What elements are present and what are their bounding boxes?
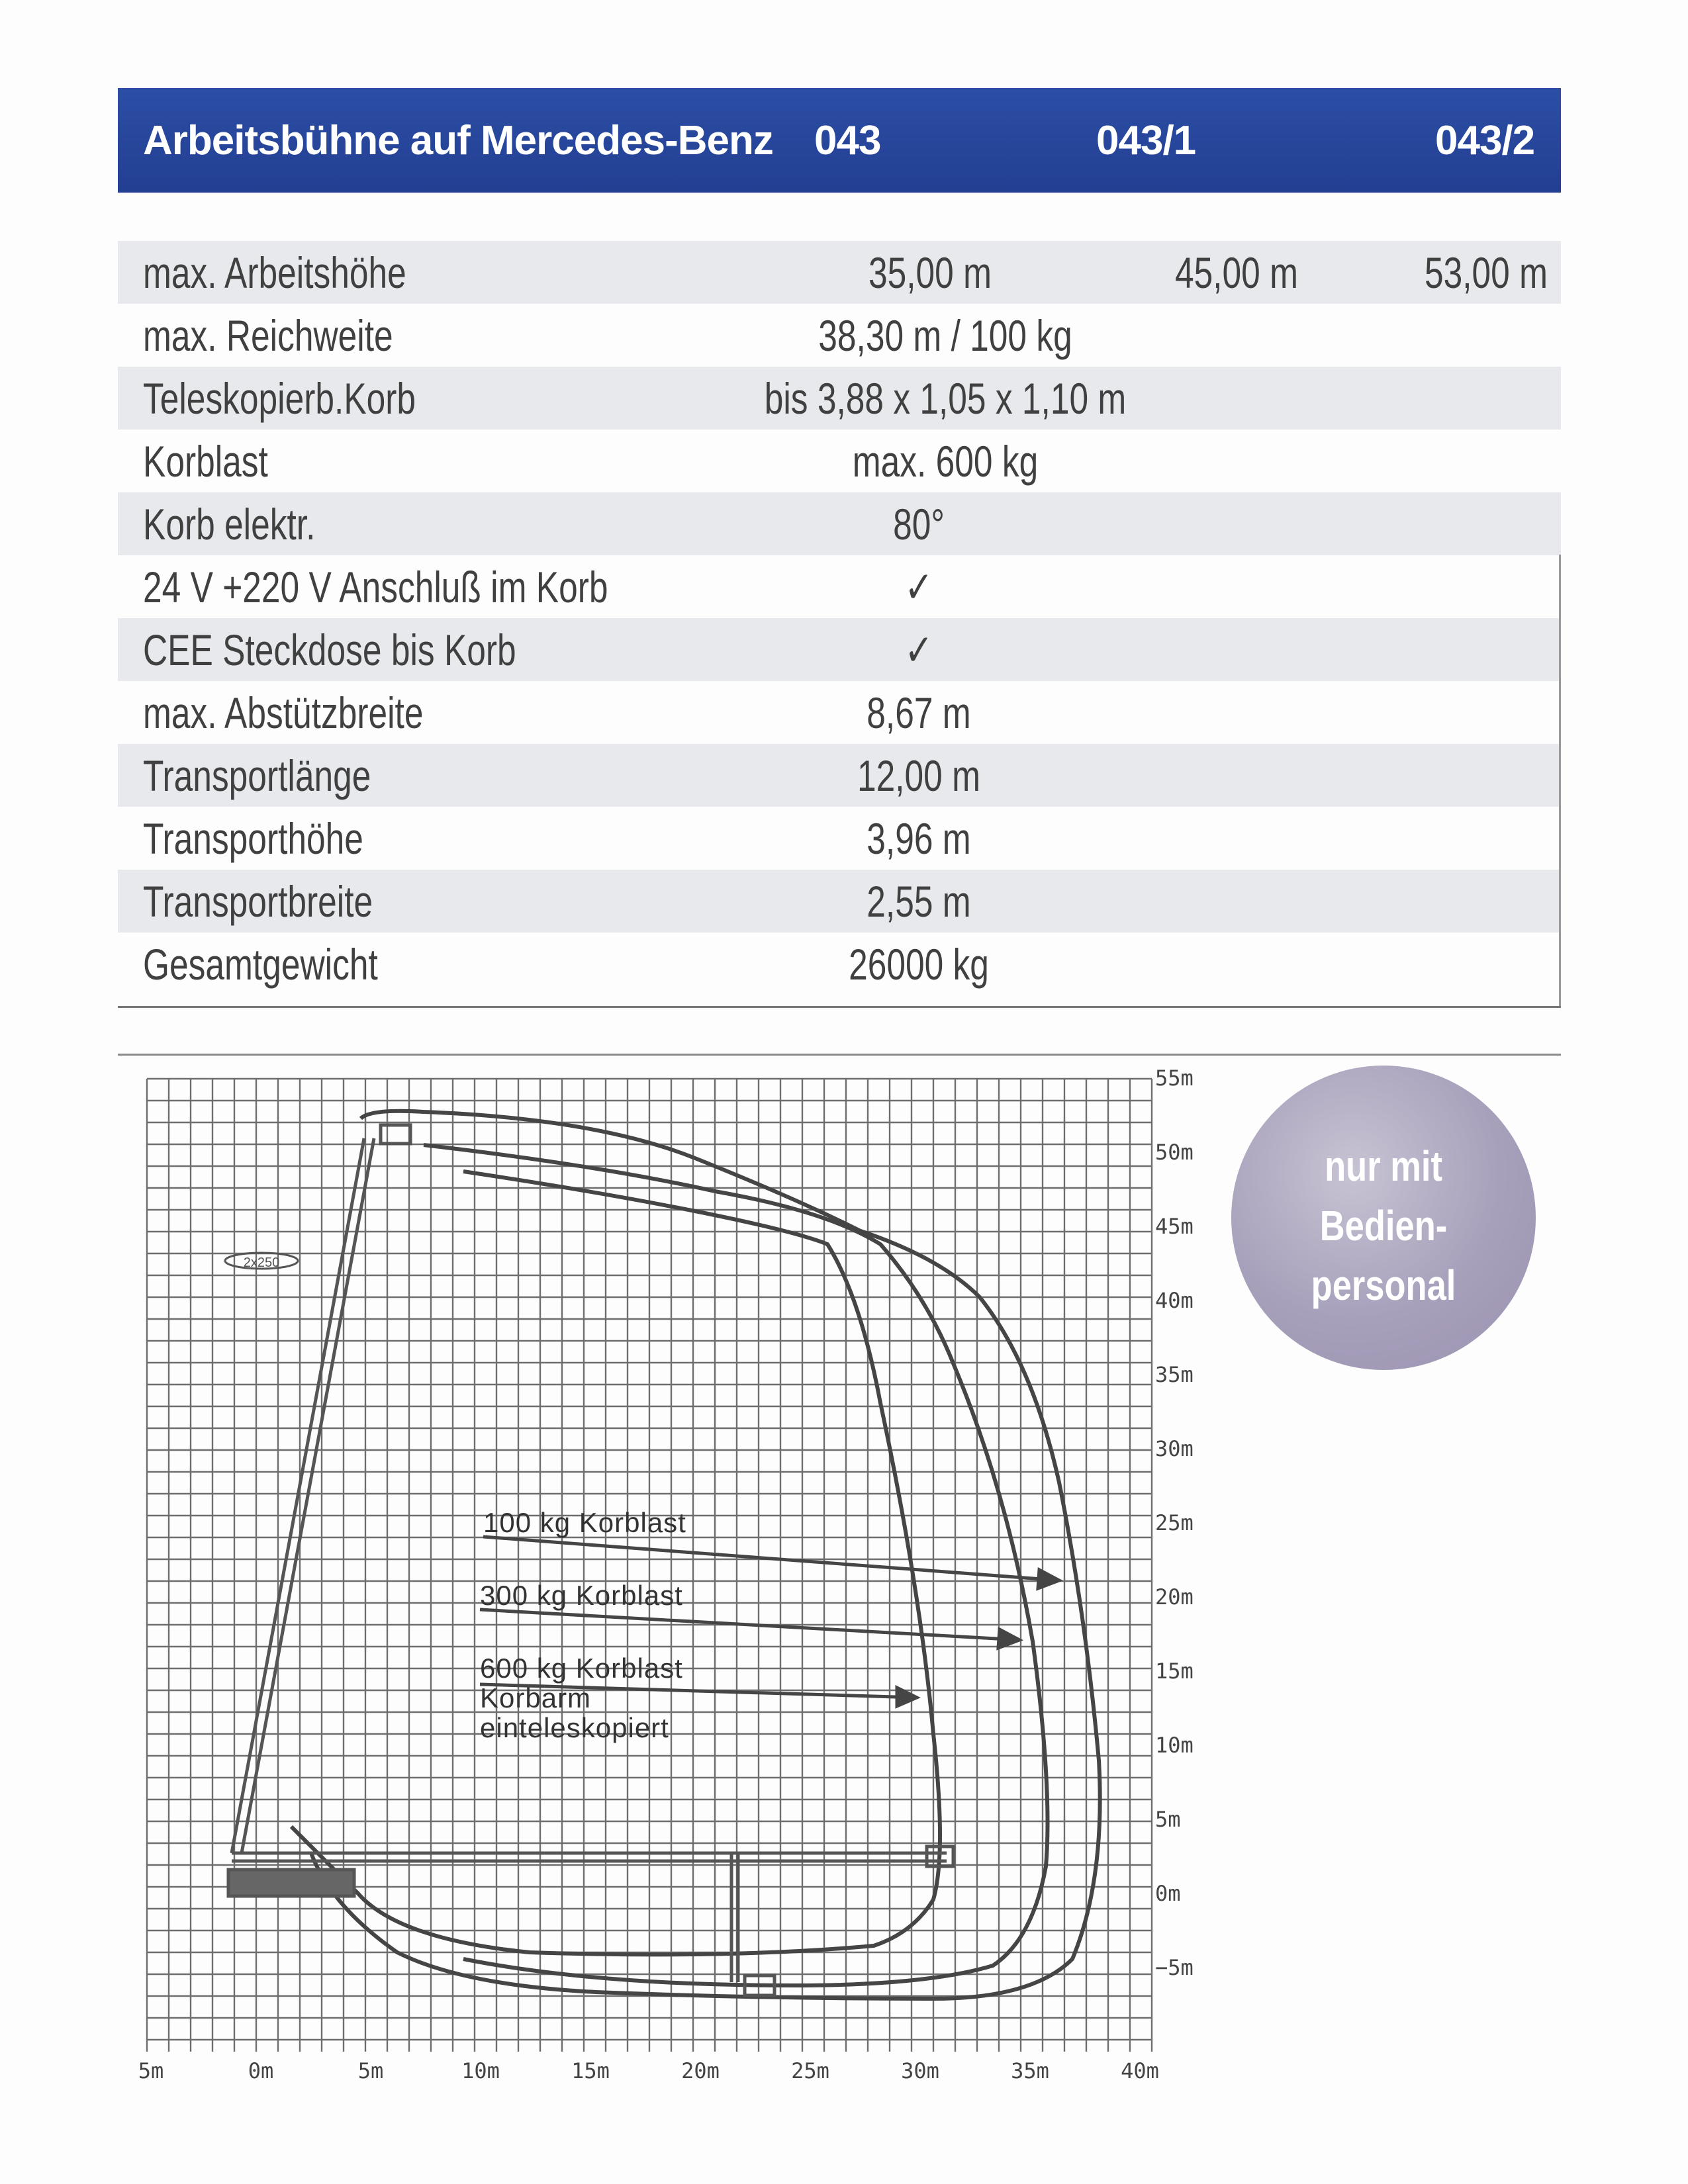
boom-tag: 2x250 [243, 1255, 280, 1270]
spec-value: 12,00 m [857, 751, 981, 800]
spec-value: max. 600 kg [852, 437, 1039, 486]
spec-label: Transporthöhe [143, 814, 363, 863]
spec-label: max. Abstützbreite [143, 688, 424, 737]
y-tick-label: 25m [1155, 1510, 1194, 1535]
spec-value: 8,67 m [867, 688, 971, 737]
spec-label: CEE Steckdose bis Korb [143, 625, 516, 674]
check-icon: ✓ [904, 625, 933, 674]
header-title: Arbeitsbühne auf Mercedes-Benz [143, 118, 773, 163]
y-tick-label: 50m [1155, 1140, 1194, 1165]
header-model-043-1: 043/1 [1096, 118, 1196, 163]
y-tick-label: 45m [1155, 1214, 1194, 1239]
x-tick-label: 15m [571, 2058, 610, 2083]
y-tick-label: 55m [1155, 1066, 1194, 1091]
spec-label: Teleskopierb.Korb [143, 374, 416, 423]
spec-label: 24 V +220 V Anschluß im Korb [143, 563, 608, 612]
header-model-043-2: 043/2 [1435, 118, 1535, 163]
label-300kg: 300 kg Korblast [480, 1580, 683, 1611]
label-korbarm: Korbarm [480, 1682, 592, 1713]
spec-label: Transportbreite [143, 877, 373, 926]
label-einteleskopiert: einteleskopiert [480, 1712, 669, 1743]
x-axis-labels [138, 2058, 1159, 2083]
x-tick-label: 20m [681, 2058, 720, 2083]
y-axis-labels [1155, 1066, 1194, 1980]
y-tick-label: 20m [1155, 1584, 1194, 1610]
y-tick-label: 35m [1155, 1362, 1194, 1387]
y-tick-label: −5m [1155, 1955, 1194, 1980]
x-tick-label: 30m [901, 2058, 939, 2083]
spec-label: max. Arbeitshöhe [143, 248, 406, 297]
spec-value-043-2: 53,00 m [1424, 248, 1548, 297]
spec-value: 2,55 m [867, 877, 971, 926]
badge-line-2: Bedien- [1319, 1202, 1448, 1250]
diagram-grid [147, 1079, 1152, 2052]
x-tick-label: 5m [138, 2058, 164, 2083]
spec-value: 3,96 m [867, 814, 971, 863]
spec-value-043: 35,00 m [868, 248, 992, 297]
x-tick-label: 35m [1011, 2058, 1049, 2083]
y-tick-label: 40m [1155, 1288, 1194, 1313]
x-tick-label: 40m [1121, 2058, 1159, 2083]
y-tick-label: 30m [1155, 1436, 1194, 1461]
spec-label: Gesamtgewicht [143, 940, 378, 989]
y-tick-label: 15m [1155, 1659, 1194, 1684]
spec-value: 80° [893, 500, 945, 549]
operator-only-badge [1231, 1066, 1536, 1370]
x-tick-label: 10m [461, 2058, 500, 2083]
badge-line-3: personal [1311, 1261, 1456, 1309]
x-tick-label: 5m [357, 2058, 384, 2083]
label-100kg: 100 kg Korblast [483, 1507, 686, 1538]
x-tick-label: 0m [248, 2058, 274, 2083]
spec-label: max. Reichweite [143, 311, 393, 360]
spec-label: Transportlänge [143, 751, 371, 800]
spec-label: Korblast [143, 437, 268, 486]
check-icon: ✓ [904, 563, 933, 612]
spec-value-043-1: 45,00 m [1174, 248, 1299, 297]
y-tick-label: 10m [1155, 1733, 1194, 1758]
spec-value: 38,30 m / 100 kg [818, 311, 1072, 360]
x-tick-label: 25m [791, 2058, 829, 2083]
badge-line-1: nur mit [1325, 1142, 1442, 1190]
header-model-043: 043 [814, 118, 881, 163]
y-tick-label: 5m [1155, 1807, 1181, 1832]
label-600kg: 600 kg Korblast [480, 1653, 683, 1684]
spec-value: 26000 kg [849, 940, 989, 989]
spec-value: bis 3,88 x 1,05 x 1,10 m [764, 374, 1127, 423]
y-tick-label: 0m [1155, 1881, 1181, 1906]
spec-label: Korb elektr. [143, 500, 316, 549]
